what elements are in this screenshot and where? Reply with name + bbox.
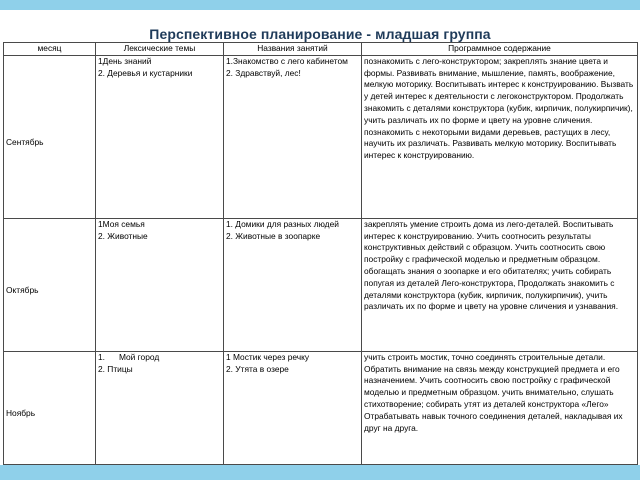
bottom-accent-bar [0, 466, 640, 480]
lesson-item: 1.Знакомство с лего кабинетом [226, 55, 348, 66]
themes-cell [96, 351, 224, 464]
themes-cell [96, 218, 224, 351]
program-content-cell: познакомить с лего-конструктором; закреплять знание цвета и формы. Развивать внимание, мышление, память, воображение, мелкую моторику. Воспитывать интерес к конструированию. Вызвать у детей интерес к деятельности с легоконструктором. Продолжать знакомить с деталями конструктора (кубик, кирпичик, полукирпичик), учить различать их по форме и цвету на уровне сличения. познакомить с некоторыми видами деревьев, растущих в лесу, научить их различать. Развивать мелкую моторику. Воспитывать интерес к конструированию. [362, 55, 638, 218]
theme-item: 2. Животные [98, 230, 148, 241]
lesson-item: 1 Мостик через речку [226, 351, 310, 362]
slide [0, 10, 640, 465]
table-row [4, 218, 638, 351]
theme-item: 1. Мой город [98, 351, 160, 362]
header-month: месяц [4, 43, 96, 56]
table-row [4, 351, 638, 464]
header-lexical-themes: Лексические темы [96, 43, 224, 56]
month-cell [4, 218, 96, 351]
planning-table [3, 42, 638, 465]
month-label: Сентябрь [6, 136, 44, 147]
month-cell [4, 55, 96, 218]
month-label: Октябрь [6, 284, 39, 295]
month-label: Ноябрь [6, 407, 36, 418]
theme-item: 1Моя семья [98, 218, 145, 229]
theme-item: 2. Деревья и кустарники [98, 67, 193, 78]
month-cell [4, 351, 96, 464]
header-lesson-names: Названия занятий [224, 43, 362, 56]
lesson-item: 2. Животные в зоопарке [226, 230, 321, 241]
lessons-cell [224, 55, 362, 218]
program-content-cell: учить строить мостик, точно соединять строительные детали. Обратить внимание на связь между конструкцией предмета и его назначением. Учить соотносить свою постройку с графической моделью и предметным образцом. учить внимательно, слушать стихотворение; собирать утят из деталей конструктора «Лего» Отрабатывать навык точного соединения деталей, накладывая их друг на друга. [362, 351, 638, 464]
table-row [4, 55, 638, 218]
lessons-cell [224, 218, 362, 351]
program-content-cell: закреплять умение строить дома из лего-деталей. Воспитывать интерес к конструированию. Учить соотносить результаты конструктивных действий с образцом. Учить соотносить свою постройку с графической моделью и предметным образцом. обогащать знания о зоопарке и его обитателях; учить собирать попугая из деталей Лего-конструктора, Продолжать знакомить с деталями конструктора (кубик, кирпичик, полукирпичик), учить различать их по форме и цвету на уровне сличения и узнавания. [362, 218, 638, 351]
lessons-cell [224, 351, 362, 464]
lesson-item: 2. Здравствуй, лес! [226, 67, 301, 78]
theme-item: 2. Птицы [98, 363, 133, 374]
page-title: Перспективное планирование - младшая группа [149, 26, 491, 42]
lesson-item: 2. Утята в озере [226, 363, 289, 374]
table-header-row [4, 43, 638, 56]
themes-cell [96, 55, 224, 218]
theme-item: 1День знаний [98, 55, 152, 66]
header-program-content: Программное содержание [362, 43, 638, 56]
lesson-item: 1. Домики для разных людей [226, 218, 339, 229]
